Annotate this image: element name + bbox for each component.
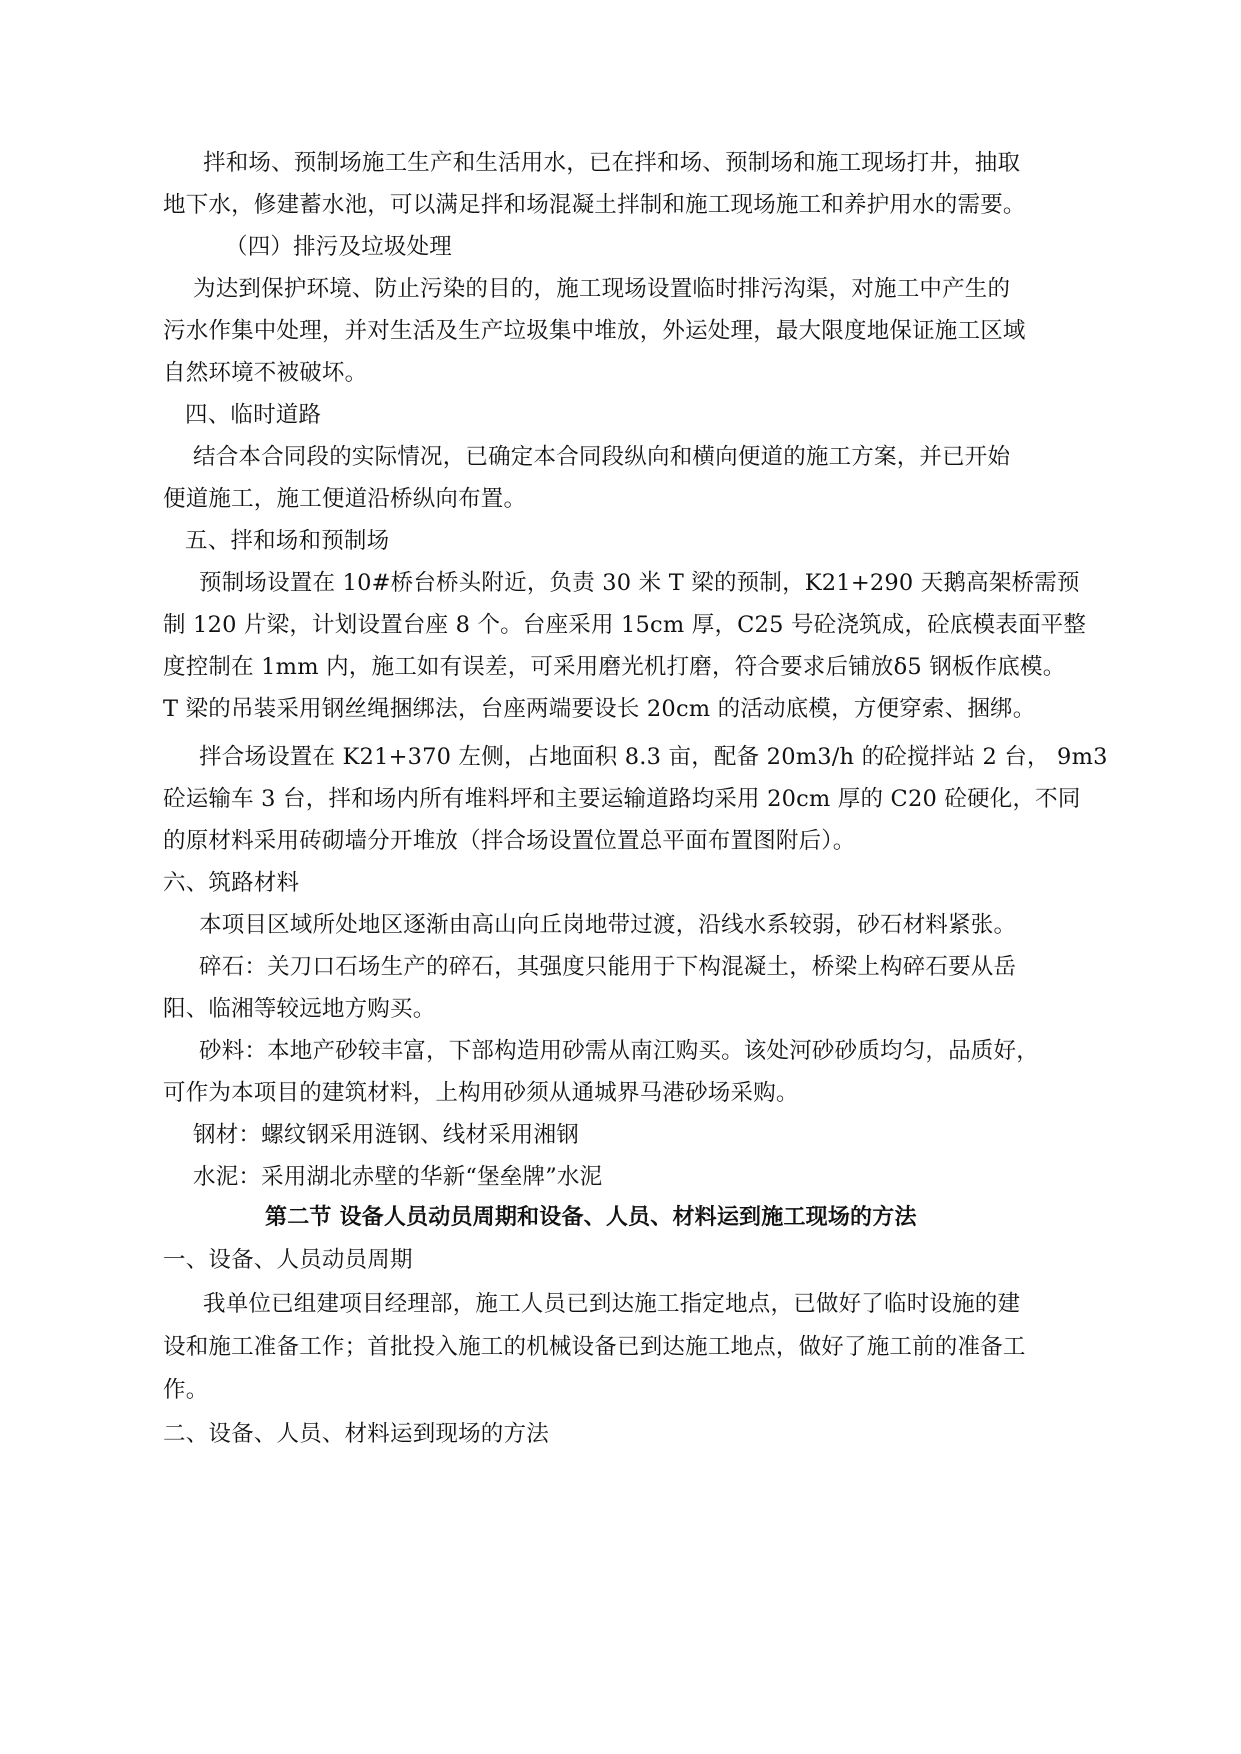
- paragraph-line: 预制场设置在 10#桥台桥头附近，负责 30 米 T 梁的预制，K21+290 天鹅高架桥需预: [199, 570, 1080, 596]
- heading-transport-method: 二、设备、人员、材料运到现场的方法: [163, 1421, 549, 1447]
- paragraph-line: 拌和场、预制场施工生产和生活用水，已在拌和场、预制场和施工现场打井，抽取: [203, 150, 1021, 176]
- paragraph-line: T 梁的吊装采用钢丝绳捆绑法，台座两端要设长 20cm 的活动底模，方便穿索、捆绑。: [163, 696, 1036, 722]
- paragraph-line: 作。: [163, 1377, 209, 1403]
- paragraph-line: 碎石：关刀口石场生产的碎石，其强度只能用于下构混凝土，桥梁上构碎石要从岳: [199, 954, 1017, 980]
- paragraph-line: 污水作集中处理，并对生活及生产垃圾集中堆放，外运处理，最大限度地保证施工区域: [163, 318, 1026, 344]
- paragraph-line: 可作为本项目的建筑材料，上构用砂须从通城界马港砂场采购。: [163, 1080, 799, 1106]
- paragraph-line: 我单位已组建项目经理部，施工人员已到达施工指定地点，已做好了临时设施的建: [203, 1291, 1021, 1317]
- subheading-sewage: （四）排污及垃圾处理: [225, 234, 453, 260]
- paragraph-line: 砂料：本地产砂较丰富，下部构造用砂需从南江购买。该处河砂砂质均匀，品质好，: [199, 1038, 1039, 1064]
- paragraph-line: 阳、临湘等较远地方购买。: [163, 996, 436, 1022]
- paragraph-line: 为达到保护环境、防止污染的目的，施工现场设置临时排污沟渠，对施工中产生的: [193, 276, 1011, 302]
- paragraph-line: 度控制在 1mm 内，施工如有误差，可采用磨光机打磨，符合要求后铺放δ5 钢板作底模。: [163, 654, 1066, 680]
- paragraph-line: 地下水，修建蓄水池，可以满足拌和场混凝土拌制和施工现场施工和养护用水的需要。: [163, 192, 1026, 218]
- heading-temporary-road: 四、临时道路: [185, 402, 322, 428]
- paragraph-line: 便道施工，施工便道沿桥纵向布置。: [163, 486, 527, 512]
- paragraph-line: 自然环境不被破坏。: [163, 360, 368, 386]
- paragraph-line: 的原材料采用砖砌墙分开堆放（拌合场设置位置总平面布置图附后）。: [163, 828, 856, 854]
- paragraph-line: 制 120 片梁，计划设置台座 8 个。台座采用 15cm 厚，C25 号砼浇筑成，砼底模表面平整: [163, 612, 1087, 638]
- paragraph-line: 结合本合同段的实际情况，已确定本合同段纵向和横向便道的施工方案，并已开始: [193, 444, 1011, 470]
- paragraph-line: 砼运输车 3 台，拌和场内所有堆料坪和主要运输道路均采用 20cm 厚的 C20 砼硬化，不同: [163, 786, 1081, 812]
- paragraph-line: 本项目区域所处地区逐渐由高山向丘岗地带过渡，沿线水系较弱，砂石材料紧张。: [199, 912, 1017, 938]
- paragraph-line: 设和施工准备工作；首批投入施工的机械设备已到达施工地点，做好了施工前的准备工: [163, 1334, 1026, 1360]
- paragraph-line: 水泥：采用湖北赤壁的华新“堡垒牌”水泥: [193, 1164, 603, 1190]
- paragraph-line: 钢材：螺纹钢采用涟钢、线材采用湘钢: [193, 1122, 579, 1148]
- heading-mobilization-period: 一、设备、人员动员周期: [163, 1247, 413, 1273]
- paragraph-line: 拌合场设置在 K21+370 左侧，占地面积 8.3 亩，配备 20m3/h 的砼搅拌站 2 台， 9m3: [199, 744, 1108, 770]
- section-title: 第二节 设备人员动员周期和设备、人员、材料运到施工现场的方法: [265, 1205, 917, 1230]
- heading-mixing-prefab-yard: 五、拌和场和预制场: [185, 528, 390, 554]
- heading-road-materials: 六、筑路材料: [163, 870, 300, 896]
